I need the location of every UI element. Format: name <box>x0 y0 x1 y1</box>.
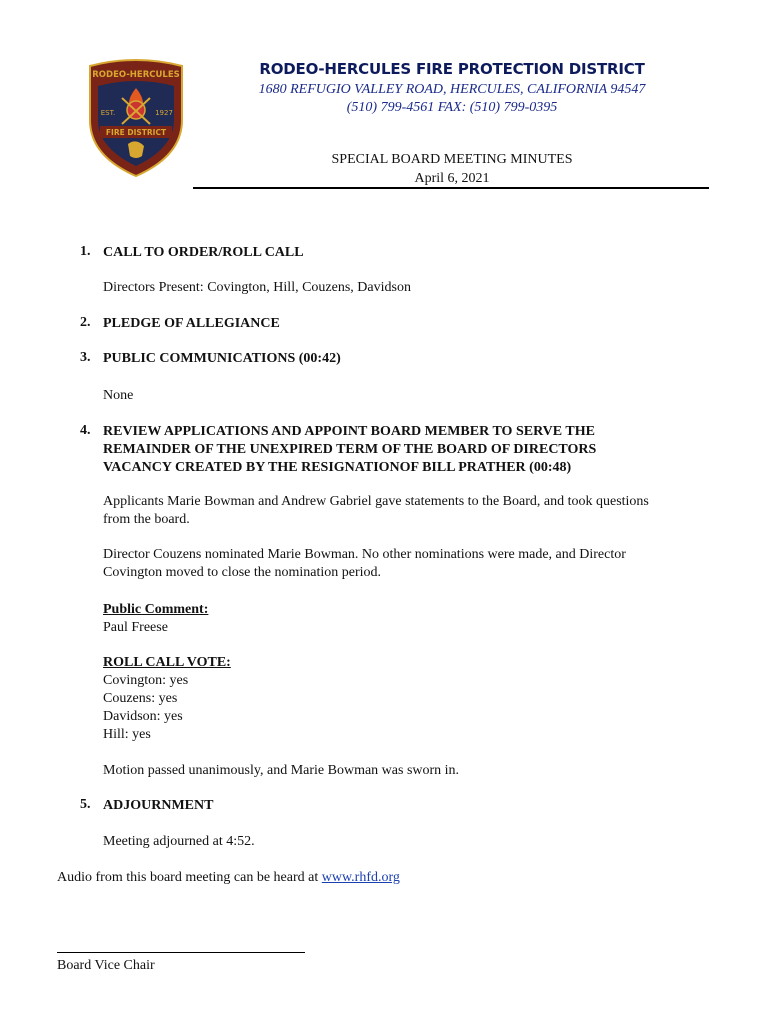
section-number: 2. <box>80 315 91 330</box>
section-title-line: VACANCY CREATED BY THE RESIGNATIONOF BILL PRATHER (00:48) <box>103 460 572 475</box>
motion-result: Motion passed unanimously, and Marie Bowman was sworn in. <box>103 763 460 778</box>
nomination-paragraph <box>103 546 703 582</box>
vote-item: Davidson: yes <box>103 709 183 724</box>
signature-label: Board Vice Chair <box>57 958 155 973</box>
section-title-review-applications <box>103 423 663 477</box>
public-communications-text: None <box>103 388 134 403</box>
public-comment-block <box>103 601 703 637</box>
audio-note <box>57 869 737 887</box>
paragraph-line: from the board. <box>103 512 190 527</box>
section-title-pledge: PLEDGE OF ALLEGIANCE <box>103 316 280 331</box>
paragraph-line: Covington moved to close the nomination period. <box>103 565 382 580</box>
document-date: April 6, 2021 <box>414 171 490 186</box>
org-address: 1680 REFUGIO VALLEY ROAD, HERCULES, CALIFORNIA 94547 <box>258 82 646 97</box>
header-divider <box>193 187 709 189</box>
directors-present: Directors Present: Covington, Hill, Couzens, Davidson <box>103 280 411 295</box>
section-title-call-to-order: CALL TO ORDER/ROLL CALL <box>103 245 304 260</box>
section-title-adjournment: ADJOURNMENT <box>103 798 214 813</box>
adjourned-text: Meeting adjourned at 4:52. <box>103 834 255 849</box>
roll-call-block <box>103 654 703 744</box>
section-number: 5. <box>80 797 91 812</box>
fire-district-badge <box>84 58 188 178</box>
vote-item: Hill: yes <box>103 727 151 742</box>
paragraph-line: Director Couzens nominated Marie Bowman. No other nominations were made, and Director <box>103 547 626 562</box>
public-comment-heading: Public Comment: <box>103 602 209 617</box>
section-title-public-communications: PUBLIC COMMUNICATIONS (00:42) <box>103 351 341 366</box>
website-link[interactable]: www.rhfd.org <box>321 870 400 885</box>
badge-est-text: EST. <box>100 109 116 117</box>
org-phone-fax: (510) 799-4561 FAX: (510) 799-0395 <box>346 100 558 115</box>
badge-year-text: 1927 <box>155 109 173 117</box>
vote-item: Couzens: yes <box>103 691 178 706</box>
section-title-line: REMAINDER OF THE UNEXPIRED TERM OF THE BOARD OF DIRECTORS <box>103 442 597 457</box>
section-number: 4. <box>80 423 91 438</box>
audio-note-text: Audio from this board meeting can be heard at <box>57 870 322 885</box>
document-title: SPECIAL BOARD MEETING MINUTES <box>331 152 573 167</box>
signature-line <box>57 952 305 953</box>
vote-item: Covington: yes <box>103 673 189 688</box>
badge-top-text: RODEO-HERCULES <box>92 70 180 80</box>
roll-call-heading: ROLL CALL VOTE: <box>103 655 231 670</box>
section-number: 1. <box>80 244 91 259</box>
public-comment-name: Paul Freese <box>103 620 168 635</box>
section-number: 3. <box>80 350 91 365</box>
paragraph-line: Applicants Marie Bowman and Andrew Gabriel gave statements to the Board, and took questions <box>103 494 649 509</box>
section-title-line: REVIEW APPLICATIONS AND APPOINT BOARD MEMBER TO SERVE THE <box>103 424 595 439</box>
org-name: RODEO-HERCULES FIRE PROTECTION DISTRICT <box>259 60 645 78</box>
applicants-paragraph <box>103 493 703 529</box>
badge-bottom-text: FIRE DISTRICT <box>105 128 167 137</box>
